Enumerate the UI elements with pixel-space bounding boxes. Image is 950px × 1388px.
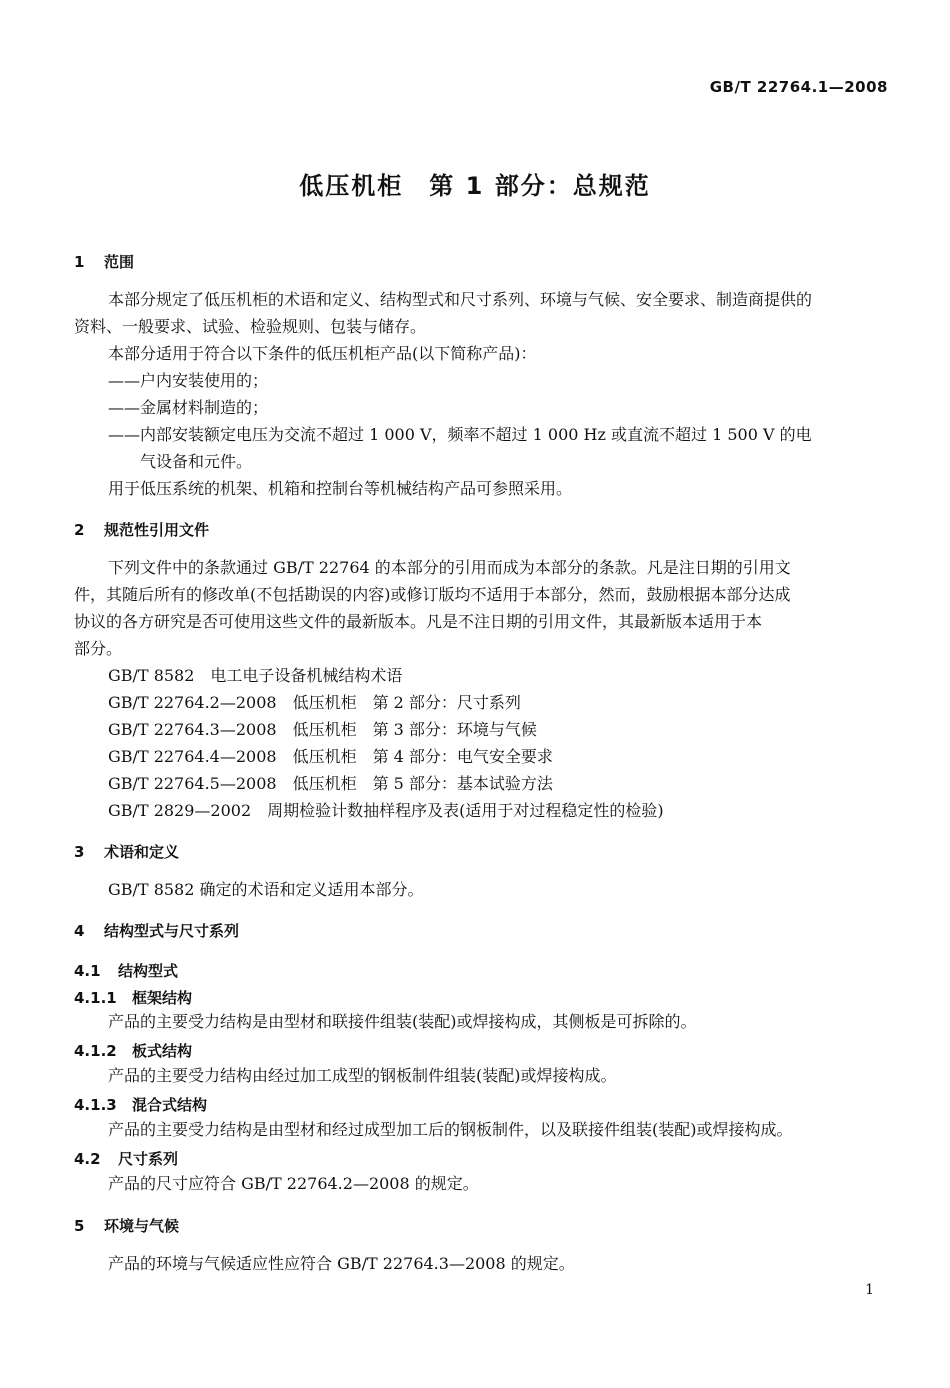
- reference-item: GB/T 22764.5—2008 低压机柜 第 5 部分：基本试验方法: [108, 774, 553, 793]
- paragraph: 本部分规定了低压机柜的术语和定义、结构型式和尺寸系列、环境与气候、安全要求、制造商提供的: [108, 290, 813, 309]
- section-1-heading: [74, 251, 134, 272]
- section-number: 3: [74, 843, 85, 861]
- paragraph: 件，其随后所有的修改单(不包括勘误的内容)或修订版均不适用于本部分，然而，鼓励根据本部分达成: [74, 585, 791, 604]
- paragraph: 产品的主要受力结构是由型材和经过成型加工后的钢板制件，以及联接件组装(装配)或焊接构成。: [108, 1120, 793, 1139]
- section-title: 框架结构: [132, 989, 193, 1007]
- paragraph: 产品的环境与气候适应性应符合 GB/T 22764.3—2008 的规定。: [108, 1254, 575, 1273]
- paragraph: 协议的各方研究是否可使用这些文件的最新版本。凡是不注日期的引用文件，其最新版本适用于本: [74, 612, 763, 631]
- section-title: 结构型式: [118, 962, 179, 980]
- section-number: 1: [74, 253, 85, 271]
- paragraph: 产品的尺寸应符合 GB/T 22764.2—2008 的规定。: [108, 1174, 479, 1193]
- reference-item: GB/T 22764.2—2008 低压机柜 第 2 部分：尺寸系列: [108, 693, 521, 712]
- section-number: 4.1: [74, 962, 101, 980]
- list-item-continuation: 气设备和元件。: [140, 452, 253, 471]
- subsection-4-2-heading: [74, 1148, 178, 1169]
- section-title: 结构型式与尺寸系列: [104, 922, 240, 940]
- list-item: ——金属材料制造的；: [108, 398, 269, 417]
- subsection-4-1-1-heading: [74, 987, 192, 1008]
- section-number: 4: [74, 922, 85, 940]
- section-title: 规范性引用文件: [104, 521, 210, 539]
- section-number: 4.2: [74, 1150, 101, 1168]
- subsection-4-1-heading: [74, 960, 178, 981]
- paragraph: GB/T 8582 确定的术语和定义适用本部分。: [108, 880, 424, 899]
- paragraph: 用于低压系统的机架、机箱和控制台等机械结构产品可参照采用。: [108, 479, 573, 498]
- subsection-4-1-3-heading: [74, 1094, 207, 1115]
- section-2-heading: [74, 519, 209, 540]
- list-item: ——户内安装使用的；: [108, 371, 269, 390]
- section-title: 板式结构: [132, 1042, 193, 1060]
- section-title: 环境与气候: [104, 1217, 180, 1235]
- reference-item: GB/T 2829—2002 周期检验计数抽样程序及表(适用于对过程稳定性的检验): [108, 801, 664, 820]
- standard-code: GB/T 22764.1—2008: [709, 78, 888, 96]
- section-title: 尺寸系列: [118, 1150, 179, 1168]
- paragraph: 下列文件中的条款通过 GB/T 22764 的本部分的引用而成为本部分的条款。凡是注日期的引用文: [108, 558, 791, 577]
- section-number: 4.1.1: [74, 989, 117, 1007]
- reference-item: GB/T 22764.3—2008 低压机柜 第 3 部分：环境与气候: [108, 720, 537, 739]
- paragraph: 产品的主要受力结构由经过加工成型的钢板制件组装(装配)或焊接构成。: [108, 1066, 617, 1085]
- paragraph: 资料、一般要求、试验、检验规则、包装与储存。: [74, 317, 427, 336]
- page-number: 1: [865, 1282, 874, 1298]
- section-4-heading: [74, 920, 239, 941]
- reference-item: GB/T 22764.4—2008 低压机柜 第 4 部分：电气安全要求: [108, 747, 553, 766]
- section-number: 4.1.2: [74, 1042, 117, 1060]
- subsection-4-1-2-heading: [74, 1040, 192, 1061]
- paragraph: 本部分适用于符合以下条件的低压机柜产品(以下简称产品)：: [108, 344, 537, 363]
- section-number: 4.1.3: [74, 1096, 117, 1114]
- section-3-heading: [74, 841, 179, 862]
- section-title: 术语和定义: [104, 843, 180, 861]
- section-title: 混合式结构: [132, 1096, 208, 1114]
- paragraph: 产品的主要受力结构是由型材和联接件组装(装配)或焊接构成，其侧板是可拆除的。: [108, 1012, 697, 1031]
- page-title: 低压机柜 第 1 部分：总规范: [299, 172, 651, 200]
- paragraph: 部分。: [74, 639, 123, 658]
- section-number: 2: [74, 521, 85, 539]
- section-number: 5: [74, 1217, 85, 1235]
- section-title: 范围: [104, 253, 135, 271]
- reference-item: GB/T 8582 电工电子设备机械结构术语: [108, 666, 403, 685]
- section-5-heading: [74, 1215, 179, 1236]
- list-item: ——内部安装额定电压为交流不超过 1 000 V，频率不超过 1 000 Hz 或直流不超过 1 500 V 的电: [108, 425, 812, 444]
